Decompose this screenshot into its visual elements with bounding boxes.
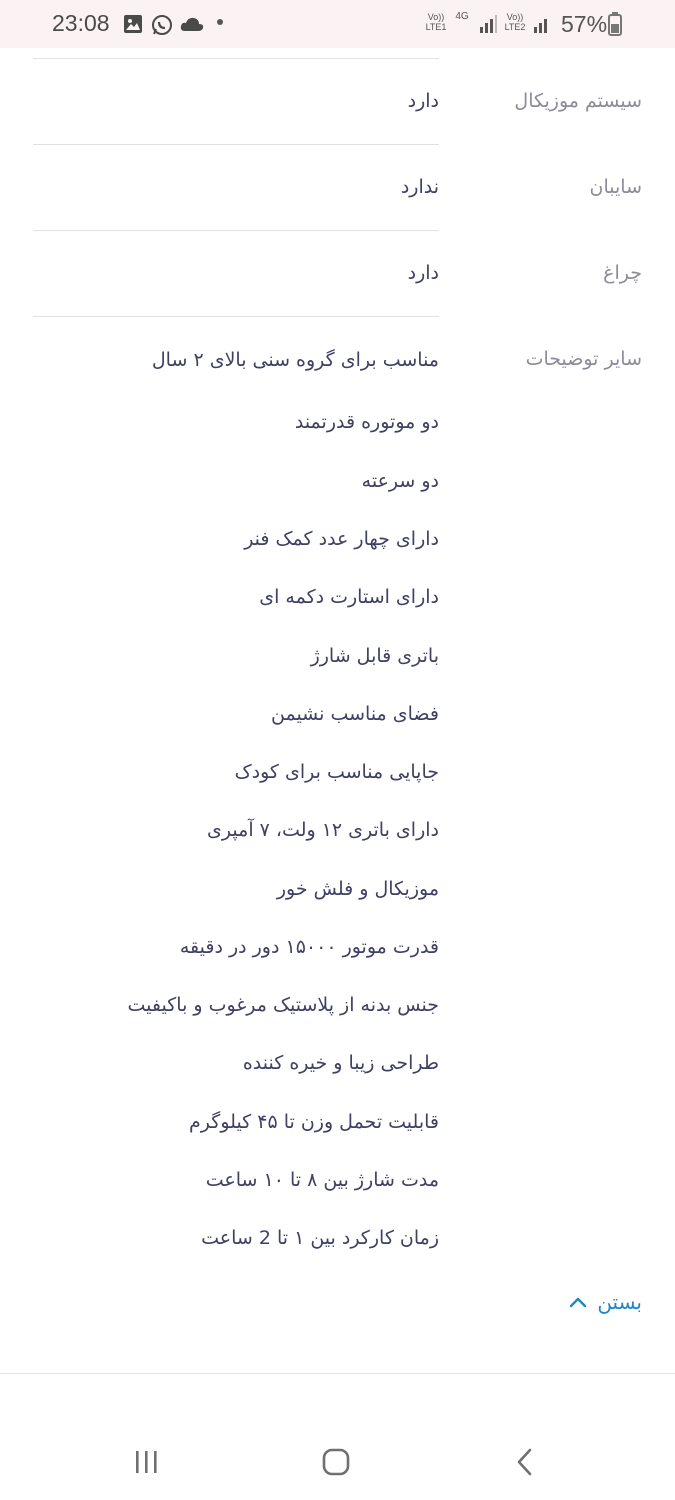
sim2-label: Vo)) LTE2 (504, 12, 526, 32)
spec-label-light: چراغ (603, 262, 642, 284)
back-button[interactable] (495, 1440, 555, 1484)
home-button[interactable] (306, 1440, 366, 1484)
signal-icon (478, 14, 498, 34)
description-line: زمان کارکرد بین ۱ تا 2 ساعت (201, 1227, 439, 1249)
description-line: قابلیت تحمل وزن تا ۴۵ کیلوگرم (189, 1111, 439, 1133)
back-icon (515, 1447, 535, 1477)
spec-value-music: دارد (407, 90, 439, 112)
close-label: بستن (597, 1290, 642, 1314)
cloud-icon (180, 16, 204, 32)
divider (33, 144, 439, 145)
description-line: مدت شارژ بین ۸ تا ۱۰ ساعت (205, 1169, 439, 1191)
gallery-icon (123, 14, 143, 34)
divider (33, 58, 439, 59)
description-line: دارای استارت دکمه ای (259, 586, 439, 608)
description-line: دارای باتری ۱۲ ولت، ۷ آمپری (207, 819, 439, 841)
description-line: طراحی زیبا و خیره کننده (242, 1052, 439, 1074)
description-line: دو موتوره قدرتمند (294, 411, 439, 433)
close-button[interactable] (569, 1290, 642, 1314)
sim1-label: Vo)) LTE1 (425, 12, 447, 32)
description-line: باتری قابل شارژ (310, 645, 439, 667)
description-line: فضای مناسب نشیمن (271, 703, 439, 725)
spec-value-canopy: ندارد (400, 176, 439, 198)
home-icon (321, 1447, 351, 1477)
spec-label-music: سیستم موزیکال (514, 90, 642, 112)
recent-apps-icon (132, 1449, 162, 1475)
battery-percent: 57% (561, 11, 608, 37)
description-line: جاپایی مناسب برای کودک (234, 761, 439, 783)
recent-apps-button[interactable] (117, 1440, 177, 1484)
spec-value-light: دارد (407, 262, 439, 284)
spec-label-canopy: سایبان (589, 176, 642, 198)
description-line: موزیکال و فلش خور (276, 878, 439, 900)
description-line: جنس بدنه از پلاستیک مرغوب و باکیفیت (127, 994, 439, 1016)
status-time: 23:08 (52, 10, 110, 36)
description-line: دارای چهار عدد کمک فنر (244, 528, 439, 550)
status-bar (0, 0, 675, 48)
network-type: 4G (455, 11, 469, 22)
notification-dot (217, 19, 223, 25)
signal-icon-2 (532, 14, 552, 34)
description-line: مناسب برای گروه سنی بالای ۲ سال (151, 349, 439, 371)
battery-icon (608, 12, 622, 36)
whatsapp-icon (151, 14, 173, 36)
footer-divider (0, 1373, 675, 1374)
divider (33, 316, 439, 317)
spec-label-other: سایر توضیحات (525, 348, 642, 370)
divider (33, 230, 439, 231)
description-line: قدرت موتور ۱۵۰۰۰ دور در دقیقه (179, 936, 439, 958)
chevron-up-icon (569, 1296, 587, 1308)
description-line: دو سرعته (361, 470, 439, 492)
